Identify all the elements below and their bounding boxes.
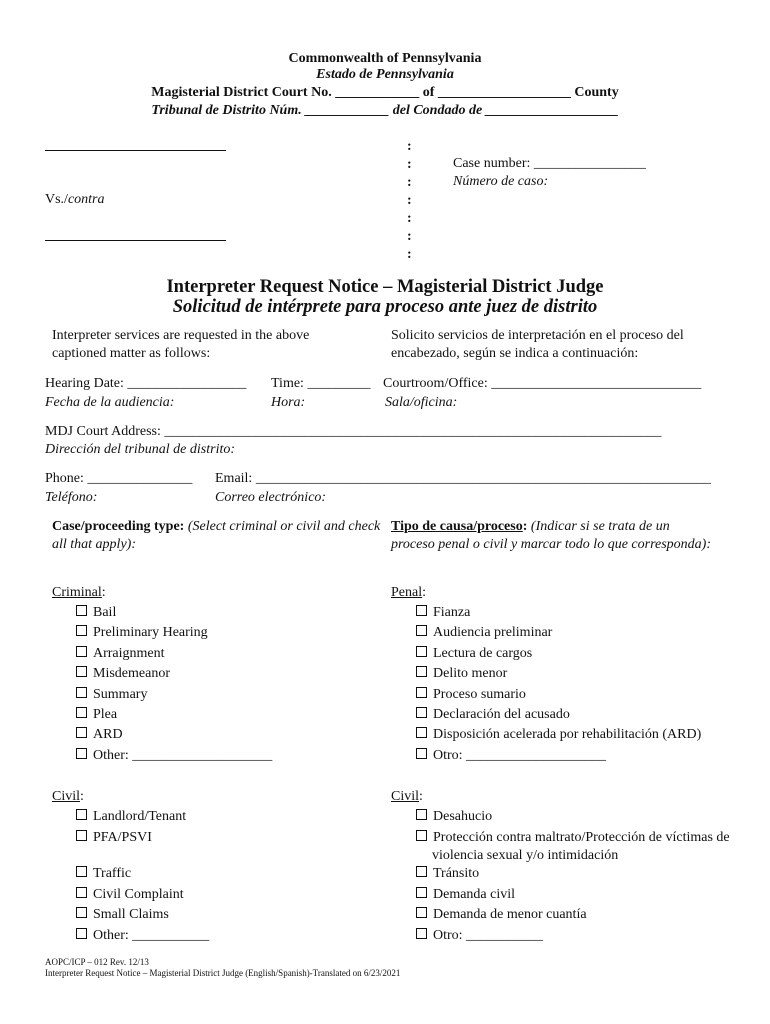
- checkbox-icon[interactable]: [416, 907, 427, 918]
- header-commonwealth: Commonwealth of Pennsylvania: [288, 51, 482, 66]
- checkbox-proteccion[interactable]: Protección contra maltrato/Protección de víctimas de violencia sexual y/o intimidación: [416, 829, 732, 865]
- checkbox-other-civil[interactable]: Other: ___________: [76, 927, 209, 945]
- checkbox-proceso-sumario[interactable]: Proceso sumario: [416, 686, 526, 704]
- checkbox-preliminary-hearing[interactable]: Preliminary Hearing: [76, 624, 208, 642]
- email-label-es: Correo electrónico:: [215, 490, 327, 505]
- criminal-heading: Criminal:: [52, 585, 106, 600]
- phone-field[interactable]: Phone: _______________: [45, 471, 193, 486]
- checkbox-small-claims[interactable]: Small Claims: [76, 906, 169, 924]
- case-type-heading: Case/proceeding type: (Select criminal or civil and check all that apply):: [52, 519, 381, 552]
- checkbox-icon[interactable]: [76, 866, 87, 877]
- court-address-label-es: Dirección del tribunal de distrito:: [45, 442, 236, 457]
- checkbox-bail[interactable]: Bail: [76, 604, 116, 622]
- court-address-field[interactable]: MDJ Court Address: _______________________________________________________________________: [45, 424, 662, 439]
- page-title-es: Solicitud de intérprete para proceso ante juez de distrito: [172, 297, 598, 317]
- checkbox-desahucio[interactable]: Desahucio: [416, 808, 492, 826]
- defendant-line[interactable]: [45, 240, 226, 241]
- checkbox-icon[interactable]: [416, 809, 427, 820]
- checkbox-icon[interactable]: [76, 707, 87, 718]
- checkbox-civil-complaint[interactable]: Civil Complaint: [76, 886, 184, 904]
- checkbox-declaracion[interactable]: Declaración del acusado: [416, 706, 570, 724]
- checkbox-icon[interactable]: [416, 748, 427, 759]
- checkbox-icon[interactable]: [416, 866, 427, 877]
- checkbox-disposicion-ard[interactable]: Disposición acelerada por rehabilitación (ARD): [416, 726, 701, 744]
- phone-label-es: Teléfono:: [45, 490, 98, 505]
- checkbox-delito-menor[interactable]: Delito menor: [416, 665, 507, 683]
- page-title: Interpreter Request Notice – Magisterial District Judge: [166, 277, 604, 297]
- checkbox-icon[interactable]: [76, 928, 87, 939]
- checkbox-icon[interactable]: [76, 646, 87, 657]
- checkbox-icon[interactable]: [76, 687, 87, 698]
- caption-colon: :: [407, 139, 412, 154]
- time-field[interactable]: Time: _________: [271, 376, 371, 391]
- checkbox-otro-penal[interactable]: Otro: ____________________: [416, 747, 606, 765]
- checkbox-icon[interactable]: [416, 928, 427, 939]
- penal-heading: Penal:: [391, 585, 426, 600]
- time-label-es: Hora:: [271, 395, 306, 410]
- checkbox-arraignment[interactable]: Arraignment: [76, 645, 165, 663]
- checkbox-menor-cuantia[interactable]: Demanda de menor cuantía: [416, 906, 587, 924]
- intro-es: Solicito servicios de interpretación en el proceso del encabezado, según se indica a continuación:: [391, 328, 684, 361]
- caption-colon: :: [407, 193, 412, 208]
- case-type-heading-es: Tipo de causa/proceso: (Indicar si se trata de un proceso penal o civil y marcar todo lo que corresponda):: [391, 519, 711, 552]
- plaintiff-line[interactable]: [45, 150, 226, 151]
- header-court-no: Magisterial District Court No. ____________ of ___________________ County: [151, 85, 619, 100]
- checkbox-fianza[interactable]: Fianza: [416, 604, 470, 622]
- civil-heading-es: Civil:: [391, 789, 423, 804]
- case-number-label-es: Número de caso:: [453, 174, 549, 189]
- case-number-field[interactable]: Case number: ________________: [453, 156, 646, 171]
- hearing-date-label-es: Fecha de la audiencia:: [45, 395, 175, 410]
- courtroom-label-es: Sala/oficina:: [385, 395, 458, 410]
- checkbox-icon[interactable]: [416, 605, 427, 616]
- checkbox-icon[interactable]: [416, 887, 427, 898]
- checkbox-lectura-de-cargos[interactable]: Lectura de cargos: [416, 645, 532, 663]
- checkbox-icon[interactable]: [76, 830, 87, 841]
- checkbox-plea[interactable]: Plea: [76, 706, 117, 724]
- checkbox-landlord-tenant[interactable]: Landlord/Tenant: [76, 808, 186, 826]
- checkbox-other-criminal[interactable]: Other: ____________________: [76, 747, 272, 765]
- checkbox-summary[interactable]: Summary: [76, 686, 147, 704]
- civil-heading: Civil:: [52, 789, 84, 804]
- checkbox-audiencia-preliminar[interactable]: Audiencia preliminar: [416, 624, 552, 642]
- header-estado: Estado de Pennsylvania: [316, 67, 454, 82]
- caption-colon: :: [407, 229, 412, 244]
- checkbox-icon[interactable]: [416, 666, 427, 677]
- intro-en: Interpreter services are requested in the above captioned matter as follows:: [52, 328, 310, 361]
- checkbox-transito[interactable]: Tránsito: [416, 865, 479, 883]
- checkbox-icon[interactable]: [76, 809, 87, 820]
- checkbox-icon[interactable]: [416, 727, 427, 738]
- courtroom-field[interactable]: Courtroom/Office: ______________________________: [383, 376, 702, 391]
- header-tribunal: Tribunal de Distrito Núm. ____________ del Condado de ___________________: [151, 103, 619, 118]
- checkbox-icon[interactable]: [76, 727, 87, 738]
- checkbox-icon[interactable]: [76, 748, 87, 759]
- checkbox-icon[interactable]: [416, 646, 427, 657]
- checkbox-icon[interactable]: [76, 907, 87, 918]
- checkbox-icon[interactable]: [416, 625, 427, 636]
- checkbox-icon[interactable]: [416, 707, 427, 718]
- checkbox-icon[interactable]: [76, 887, 87, 898]
- checkbox-icon[interactable]: [76, 666, 87, 677]
- caption-colon: :: [407, 175, 412, 190]
- checkbox-demanda-civil[interactable]: Demanda civil: [416, 886, 515, 904]
- checkbox-icon[interactable]: [416, 830, 427, 841]
- checkbox-otro-civil[interactable]: Otro: ___________: [416, 927, 543, 945]
- checkbox-icon[interactable]: [76, 605, 87, 616]
- checkbox-icon[interactable]: [416, 687, 427, 698]
- checkbox-traffic[interactable]: Traffic: [76, 865, 131, 883]
- caption-colon: :: [407, 157, 412, 172]
- caption-colon: :: [407, 247, 412, 262]
- versus-label: Vs./contra: [45, 192, 105, 207]
- email-field[interactable]: Email: _________________________________________________________________: [215, 471, 711, 486]
- checkbox-misdemeanor[interactable]: Misdemeanor: [76, 665, 170, 683]
- checkbox-icon[interactable]: [76, 625, 87, 636]
- hearing-date-field[interactable]: Hearing Date: _________________: [45, 376, 247, 391]
- footer-form-id: AOPC/ICP – 012 Rev. 12/13: [45, 957, 149, 967]
- checkbox-ard[interactable]: ARD: [76, 726, 123, 744]
- caption-colon: :: [407, 211, 412, 226]
- footer-form-title: Interpreter Request Notice – Magisterial District Judge (English/Spanish)-Translated on 6/23/2021: [45, 968, 401, 978]
- checkbox-pfa-psvi[interactable]: PFA/PSVI: [76, 829, 152, 847]
